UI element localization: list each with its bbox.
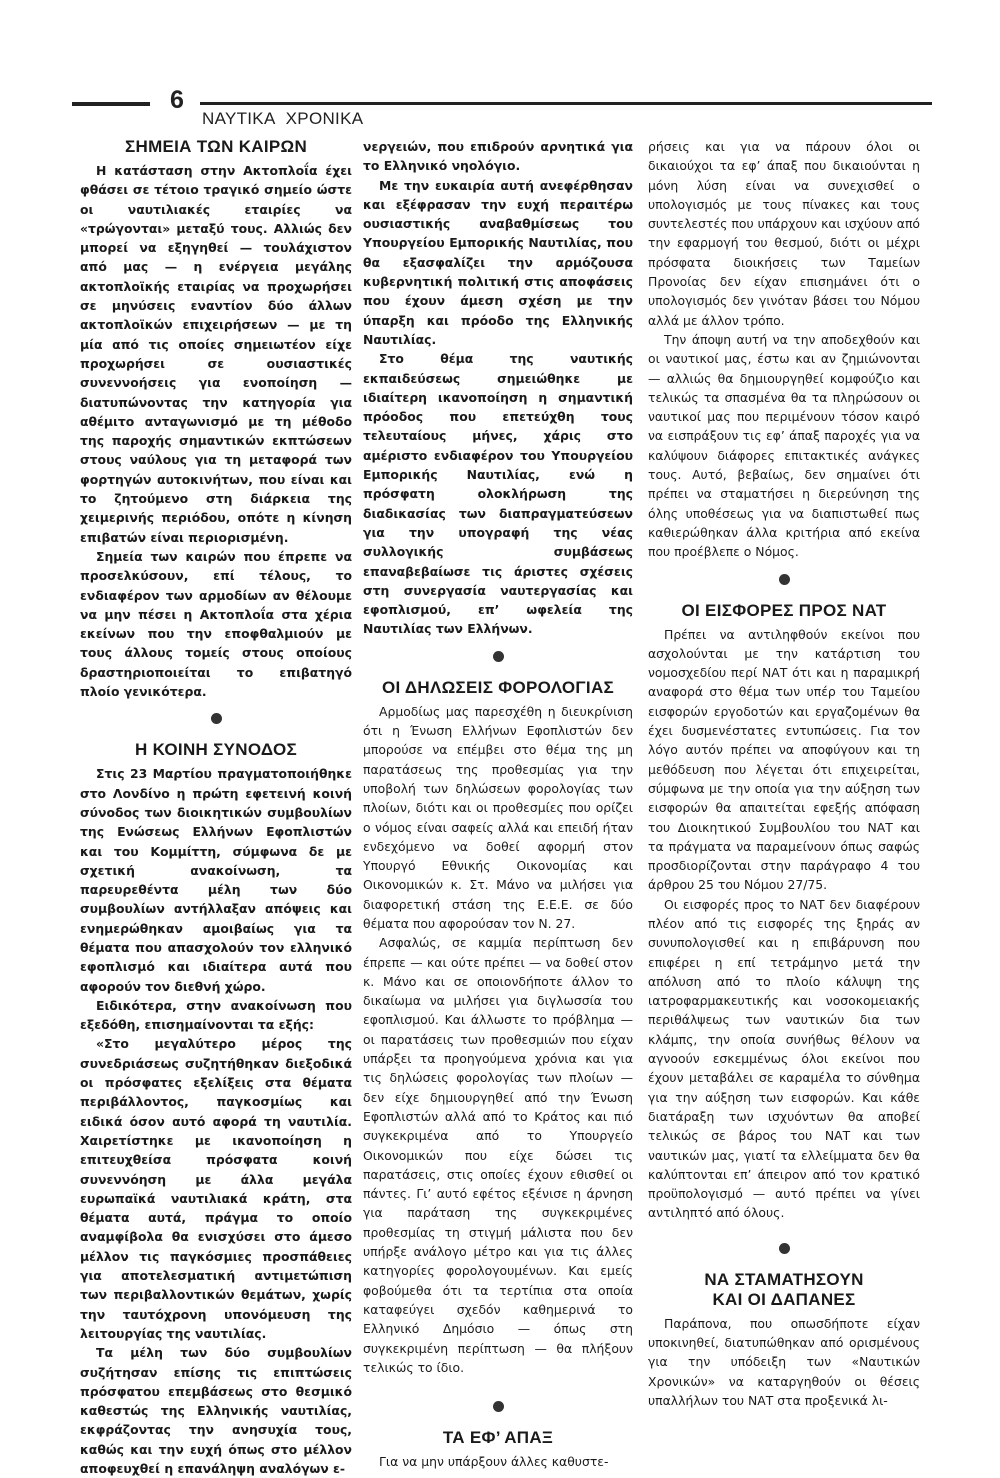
article-paragraph: Σημεία των καιρών που έπρεπε να προσελκύσουν, επί τέλους, το ενδιαφέρον των αρμοδίων αν θέλουμε να μην πέσει η Ακτοπλοΐα στα χέρια εκείνων που την εποφθαλμιούν με τους άλλους τομείς στους οποίους δραστηριοποιείται το επιβατηγό πλοίο γενικότερα. <box>80 548 352 700</box>
article-title-simeia-ton-kairon: ΣΗΜΕΙΑ ΤΩΝ ΚΑΙΡΩΝ <box>124 137 308 156</box>
header-rule-right <box>200 102 932 105</box>
article-paragraph: Παράπονα, που οπωσδήποτε είχαν υποκινηθεί, διατυπώθηκαν από ορισμένους για την υπόδειξη των «Ναυτικών Χρονικών» να καταργηθούν οι θέσεις υπαλλήλων του ΝΑΤ στα προξενικά λι- <box>648 1315 920 1408</box>
article-paragraph: Με την ευκαιρία αυτή ανεφέρθησαν και εξέφρασαν την ευχή περαιτέρω ουσιαστικής αναβαθμίσεως του Υπουργείου Εμπορικής Ναυτιλίας, που θα εξασφαλίζει την αρμόζουσα κυβερνητική πολιτική στις αποφάσεις που έχουν άμεση σχέση με την ύπαρξη και πρόοδο της Ελληνικής Ναυτιλίας. <box>363 177 633 347</box>
article-paragraph: νεργειών, που επιδρούν αρνητικά για το Ελληνικό νηολόγιο. <box>363 139 633 174</box>
page-number: 6 <box>170 86 184 114</box>
article-paragraph: Ειδικότερα, στην ανακοίνωση που εξεδόθη, επισημαίνονται τα εξής: <box>80 997 352 1033</box>
article-paragraph: Αρμοδίως μας παρεσχέθη η διευκρίνιση ότι η Ένωση Ελλήνων Εφοπλιστών δεν μπορούσε να επέμβει στο θέμα της μη παρατάσεως της προθεσμίας για την υποβολή των δηλώσεων φορολογίας των πλοίων, διότι και οι προθεσμίες που ορίζει ο νόμος είναι σαφείς αλλά και επειδή ήταν ενδεχόμενο να δοθεί αφορμή στον Υπουργό Εθνικής Οικονομίας και Οικονομικών κ. Στ. Μάνο να μιλήσει για διαφορετική στάση της Ε.Ε.Ε. σε δύο θέματα που αφορούσαν τον Ν. 27. <box>363 703 633 931</box>
article-paragraph: Πρέπει να αντιληφθούν εκείνοι που ασχολούνται με την κατάρτιση του νομοσχεδίου περί ΝΑΤ ότι και η παραμικρή αναφορά στο θέμα των υπέρ του Ταμείου εισφορών εργοδοτών και εργαζομένων θα έχει δυσμενέστατες εντυπώσεις. Για τον λόγο αυτόν πρέπει να αποφύγουν και τη μεθόδευση που λέγεται ότι επιχειρείται, σύμφωνα με την οποία για την αύξηση των εισφορών θα απαιτείται εφεξής απόφαση του Διοικητικού Συμβουλίου του ΝΑΤ και τα πράγματα να παραμείνουν όπως σαφώς προσδιορίζονται στην παράγραφο 4 του άρθρου 25 του Νόμου 27/75. <box>648 626 920 893</box>
page-header <box>72 86 932 132</box>
continued-bold-section <box>363 137 633 639</box>
article-title-na-stamatisoun-line2: ΚΑΙ ΟΙ ΔΑΠΑΝΕΣ <box>712 1289 856 1309</box>
article-title-na-stamatisoun-line1: ΝΑ ΣΤΑΜΑΤΗΣΟΥΝ <box>704 1269 864 1289</box>
article-paragraph: «Στο μεγαλύτερο μέρος της συνεδριάσεως συζητήθηκαν διεξοδικά οι πρόσφατες εξελίξεις στα θέματα περιβάλλοντος, παγκοσμίως και ειδικά όσον αυτό αφορά τη ναυτιλία. Χαιρετίστηκε με ικανοποίηση η επιτευχθείσα πρόσφατα κοινή συνεννόηση με άλλα μεγάλα ευρωπαϊκά ναυτιλιακά κράτη, στα θέματα αυτά, πράγμα το οποίο αναμφίβολα θα ενισχύσει στο άμεσο μέλλον τις παγκόσμιες προσπάθειες για αποτελεσματική αντιμετώπιση των περιβαλλοντικών θεμάτων, χωρίς την ταυτόχρονη υπονόμευση της λειτουργίας της ναυτιλίας. <box>80 1036 352 1341</box>
article-paragraph: Τα μέλη των δύο συμβουλίων συζήτησαν επίσης τις επιπτώσεις πρόσφατου επεμβάσεως στο θεσμικό καθεστώς της Ελληνικής ναυτιλίας, εκφράζοντας την ανησυχία τους, καθώς και την ευχή όπως στο μέλλον αποφευχθεί η επανάληψη αναλόγων ε- <box>80 1345 352 1476</box>
section-separator-bullet <box>493 651 504 662</box>
header-rule-left <box>72 102 150 106</box>
article-paragraph: ρήσεις και για να πάρουν όλοι οι δικαιούχοι τα εφ’ άπαξ που δικαιούνται η μόνη λύση είναι να συνεχισθεί ο υπολογισμός με τους πίνακες και τους συντελεστές που υπάρχουν και ισχύουν από την εφαρμογή του θεσμού, διότι οι μέχρι πρόσφατα διοικήσεις των Ταμείων Προνοίας δεν είχαν επισημάνει ότι ο υπολογισμός δεν γινόταν βάσει του Νόμου αλλά με άλλον τρόπο. <box>648 139 920 328</box>
column-middle <box>363 137 633 1471</box>
article-paragraph: Την άποψη αυτή να την αποδεχθούν και οι ναυτικοί μας, έστω και αν ζημιώνονται — αλλιώς θα δημιουργηθεί κομφούζιο και τελικώς τα σπασμένα θα τα πληρώσουν οι ναυτικοί μας που περιμένουν τόσον καιρό να εισπράξουν τις εφ’ άπαξ παροχές για να καλύψουν διάφορες επιτακτικές ανάγκες τους. Αυτό, βεβαίως, δεν σημαίνει ότι πρέπει να σταματήσει η διερεύνηση της όλης υποθέσεως για να διαπιστωθεί πως καθιερώθηκαν άλλα κριτήρια από εκείνα που προέβλεπε ο Νόμος. <box>648 331 920 560</box>
article-paragraph: Στο θέμα της ναυτικής εκπαιδεύσεως σημειώθηκε με ιδιαίτερη ικανοποίηση η σημαντική πρόοδος που επετεύχθη τους τελευταίους μήνες, χάρις στο αμέριστο ενδιαφέρον του Υπουργείου Εμπορικής Ναυτιλίας, ενώ η πρόσφατη ολοκλήρωση της διαδικασίας των διαπραγματεύσεων για την υπογραφή της νέας συλλογικής συμβάσεως επαναβεβαίωσε τις άριστες σχέσεις στη συνεργασία ναυτεργασίας και εφοπλισμού, επ’ ωφελεία της Ναυτιλίας των Ελλήνων. <box>363 351 633 637</box>
section-separator-bullet <box>211 713 222 724</box>
section-separator-bullet <box>779 574 790 585</box>
article-title-koini-synodos: Η ΚΟΙΝΗ ΣΥΝΟΔΟΣ <box>135 740 297 760</box>
article-title-eisfores-pros-nat: ΟΙ ΕΙΣΦΟΡΕΣ ΠΡΟΣ ΝΑΤ <box>681 600 887 620</box>
article-paragraph: Οι εισφορές προς το ΝΑΤ δεν διαφέρουν πλέον από τις εισφορές της ξηράς αν συνυπολογισθεί και η επιβάρυνση που επιφέρει η επί τετράμηνο μετά την απόλυση από το πλοίο κάλυψη της ιατροφαρμακευτικής και νοσοκομειακής περιθάλψεως των ναυτικών δια των κλάμπς, την οποία συνήθως θέλουν να αγνοούν εσκεμμένως όλοι εκείνοι που έχουν μεταβάλει σε καραμέλα το σύνθημα για την αύξηση των εισφορών. Και κάθε διατάραξη των ισχυόντων θα αποβεί τελικώς σε βάρος του ΝΑΤ και των ναυτικών μας, γιατί τα ελλείμματα δεν θα καλύπτονται επ’ άπειρον από τον κρατικό προϋπολογισμό — αυτό πρέπει να γίνει αντιληπτό από όλους. <box>648 896 920 1221</box>
section-separator-bullet <box>779 1243 790 1254</box>
column-left <box>80 137 352 1478</box>
article-paragraph: Για να μην υπάρξουν άλλες καθυστε- <box>379 1454 609 1470</box>
article-paragraph: Στις 23 Μαρτίου πραγματοποιήθηκε στο Λονδίνο η πρώτη εφετεινή κοινή σύνοδος των διοικητικών συμβουλίων της Ενώσεως Ελλήνων Εφοπλιστών και του Κομμίττη, σύμφωνα δε με σχετική ανακοίνωση, τα παρευρεθέντα μέλη των δύο συμβουλίων αντήλλαξαν απόψεις και ενημερώθηκαν αμοιβαίως για τα θέματα που απασχολούν τον ελληνικό εφοπλισμό και ιδιαίτερα αυτά που αφορούν τον διεθνή χώρο. <box>80 766 352 994</box>
section-separator-bullet <box>493 1401 504 1412</box>
article-paragraph: Ασφαλώς, σε καμμία περίπτωση δεν έπρεπε — και ούτε πρέπει — να δοθεί στον κ. Μάνο και σε οποιονδήποτε άλλον το δικαίωμα να μιλήσει για διγλωσσία του εφοπλισμού. Και άλλωστε το πρόβλημα — οι παρατάσεις των προθεσμιών που είχαν υπάρξει τα προηγούμενα χρόνια και για τις δηλώσεις φορολογίας των πλοίων — δεν είχε δημιουργηθεί από την Ένωση Εφοπλιστών αλλά από το Κράτος και πιό συγκεκριμένα από το Υπουργείο Οικονομικών που είχε δώσει τις παρατάσεις, στις οποίες έχουν εθισθεί οι πάντες. Γι’ αυτό εφέτος εξένισε η άρνηση για παράταση της συγκεκριμένες προθεσμίας τη στιγμή μάλιστα που δεν υπήρξε ανάλογο μέτρο και για τις άλλες κατηγορίες φορολογουμένων. Και εμείς φοβούμεθα ότι τα τερτίπια στα οποία καταφεύγει σχεδόν καθημερινά το Ελληνικό Δημόσιο — όπως στη συγκεκριμένη περίπτωση — θα πλήξουν τελικώς το ίδιο. <box>363 935 633 1375</box>
article-title-ta-ef-apax: ΤΑ ΕΦ’ ΑΠΑΞ <box>442 1428 554 1448</box>
article-paragraph: Η κατάσταση στην Ακτοπλοΐα έχει φθάσει σε τέτοιο τραγικό σημείο ώστε οι ναυτιλιακές εταιρίες να «τρώγονται» μεταξύ τους. Αλλιώς δεν μπορεί να εξηγηθεί — τουλάχιστον από μας — η ενέργεια μεγάλης ακτοπλοϊκής εταιρίας να προχωρήσει σε μηνύσεις εναντίον δύο άλλων ακτοπλοϊκών επιχειρήσεων — με τη μία από τις οποίες σημειωτέον είχε προχωρήσει σε ουσιαστικές συνεννοήσεις για ενοποίηση — διατυπώνοντας την κατηγορία για αθέμιτο ανταγωνισμό με τη μέθοδο της παροχής σημαντικών εκπτώσεων στους ναύλους για τη μεταφορά των φορτηγών αυτοκινήτων, που είναι και το ζητούμενο στη διάρκεια της χειμερινής περιόδου, οπότε η κίνηση επιβατών είναι περιορισμένη. <box>80 163 352 545</box>
column-right <box>648 137 920 1410</box>
article-title-dilwseis-forologias: ΟΙ ΔΗΛΩΣΕΙΣ ΦΟΡΟΛΟΓΙΑΣ <box>381 677 615 697</box>
publication-name: ΝΑΥΤΙΚΑ ΧΡΟΝΙΚΑ <box>202 109 364 128</box>
